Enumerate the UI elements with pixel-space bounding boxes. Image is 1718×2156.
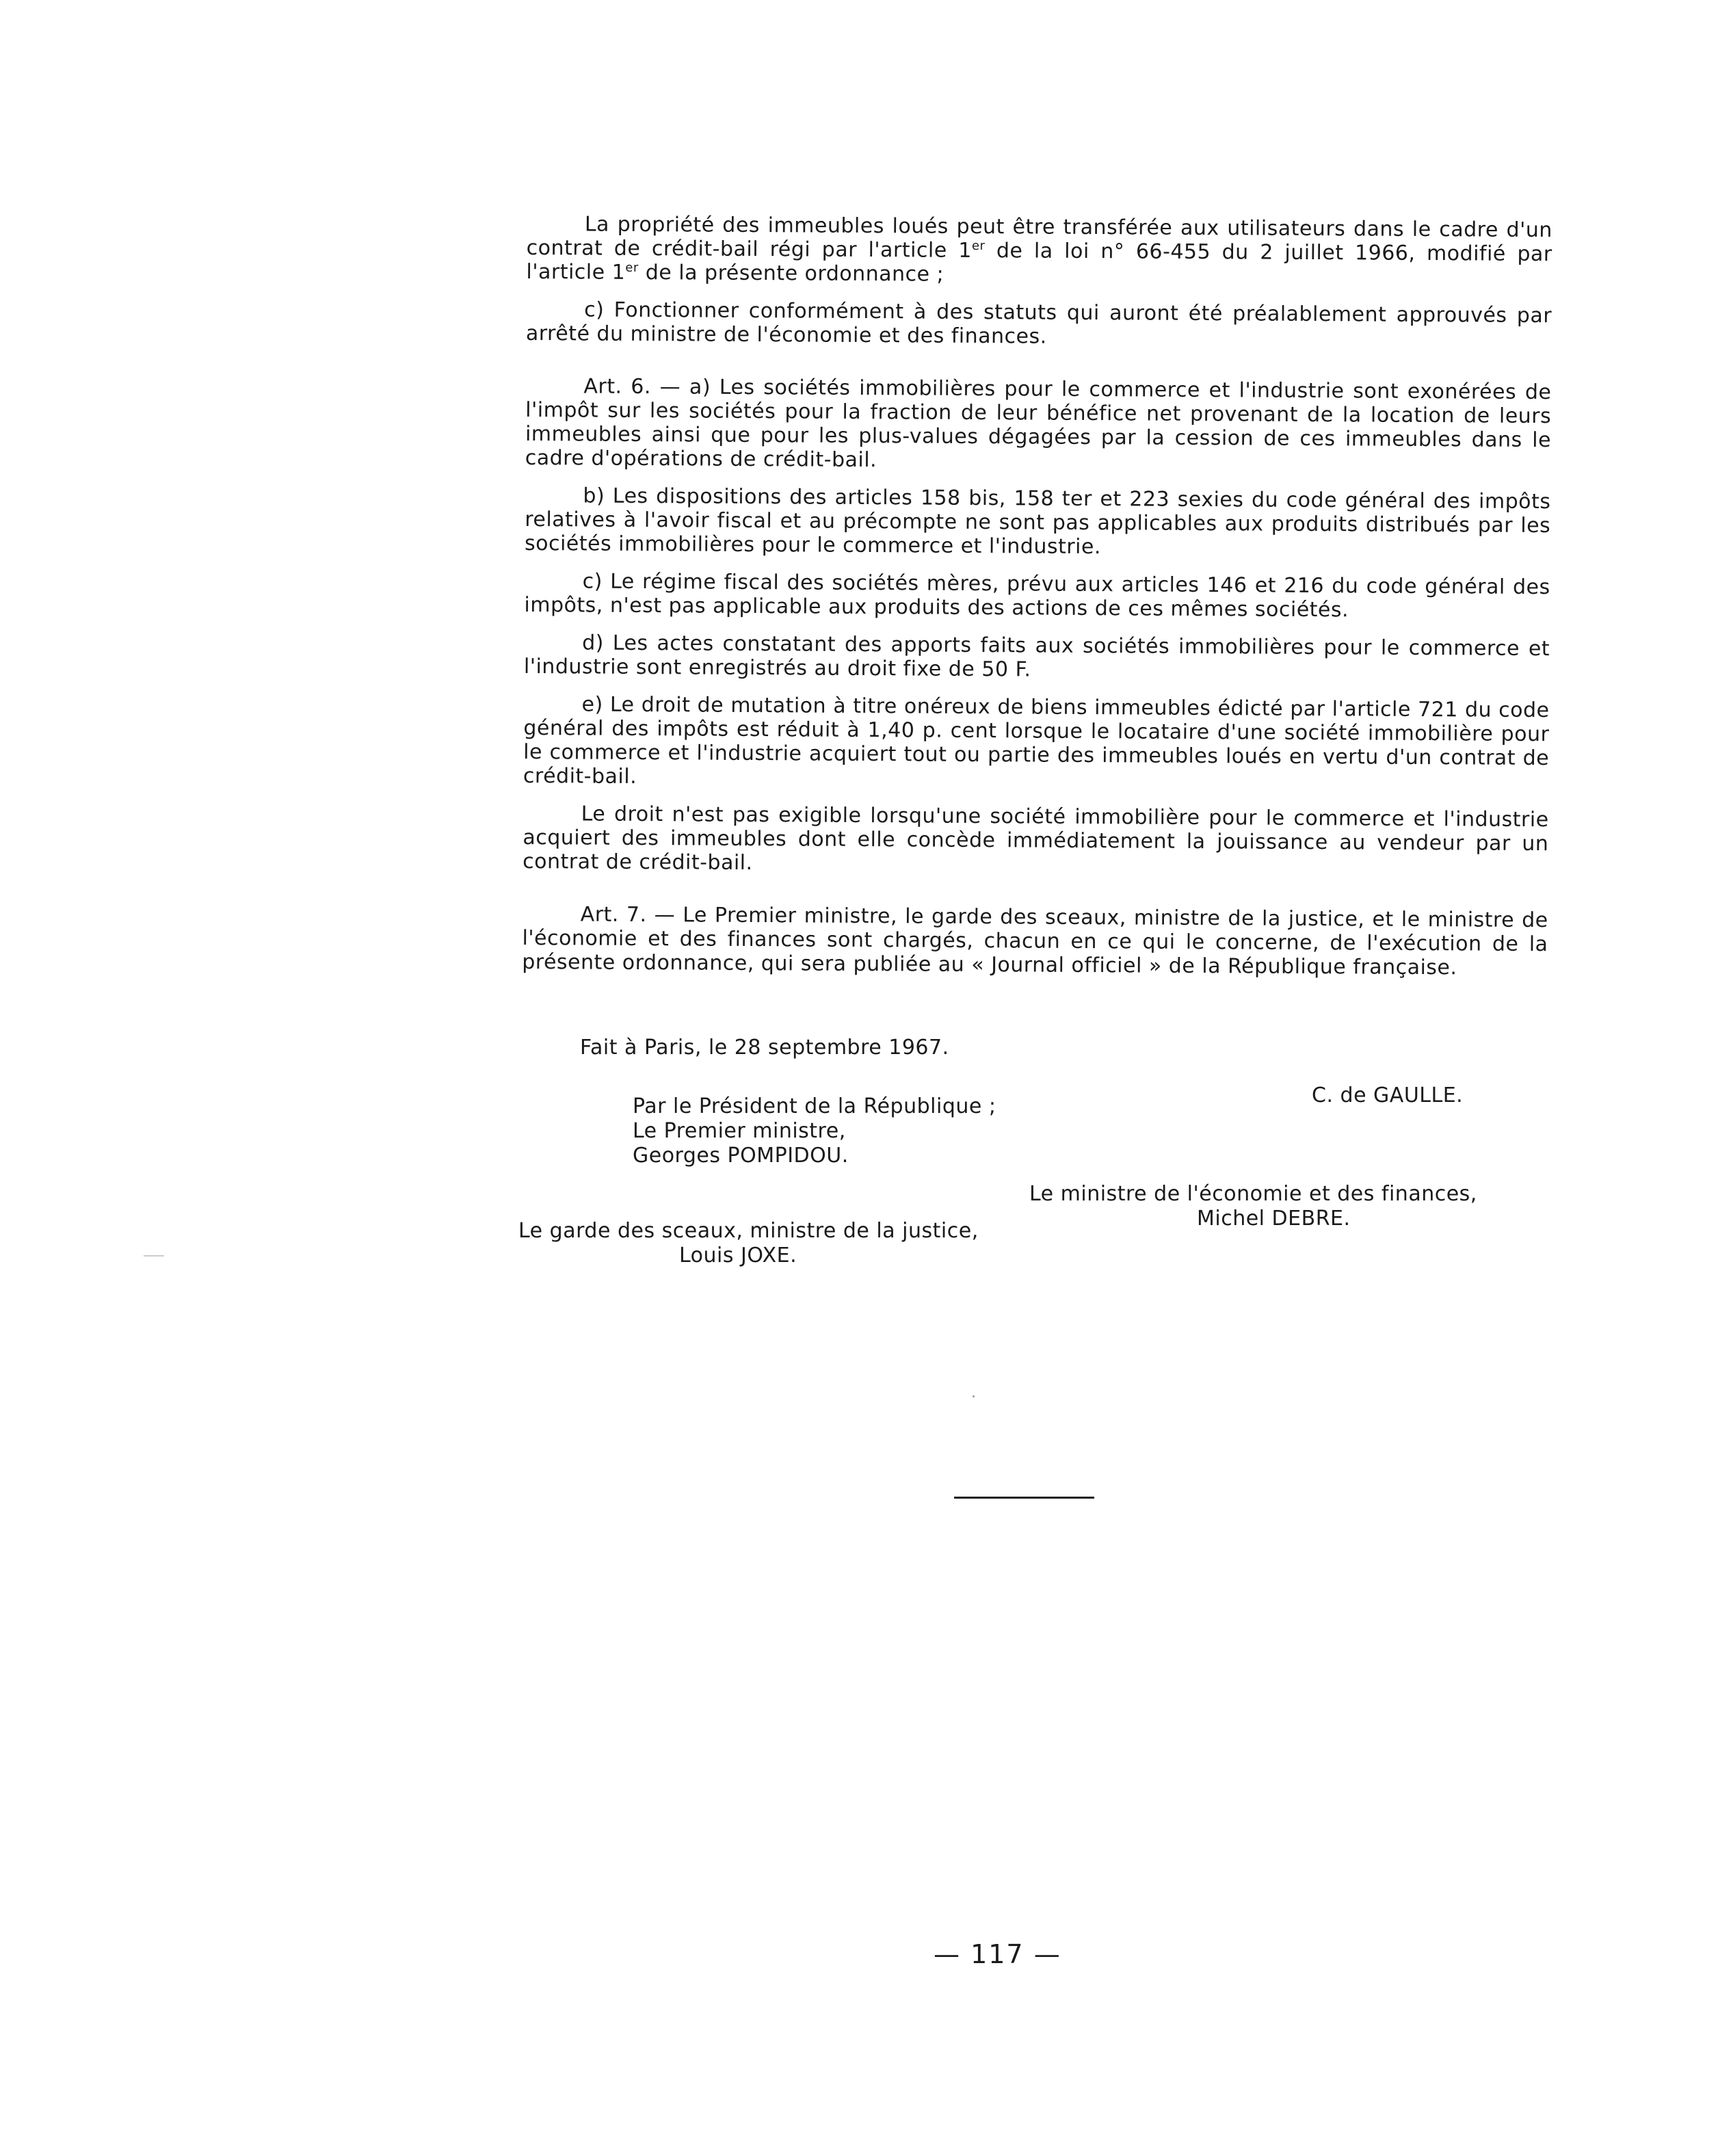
ordinance-body [522,212,1552,994]
scan-speck [973,1395,975,1397]
paragraph-statutes: c) Fonctionner conformément à des statuts qui auront été préalablement approuvés par arrêté du ministre de l'économie et des finances. [525,298,1552,349]
scan-mark [144,1255,164,1257]
paragraph-article-6d: d) Les actes constatant des apports faits aux sociétés immobilières pour le commerce et l'industrie sont enregistrés au droit fixe de 50 F. [523,631,1550,682]
economie-signature [1029,1182,1477,1231]
president-signature: C. de GAULLE. [1312,1083,1464,1107]
paragraph-article-7: Art. 7. — Le Premier ministre, le garde des sceaux, ministre de la justice, et le ministre de l'économie et des finances sont chargés, chacun en ce qui le concerne, de l'exécution de la présente ordonnance, qui sera publiée au « Journal officiel » de la République française. [522,902,1548,980]
justice-signature [518,1219,979,1268]
justice-line-2: Louis JOXE. [679,1244,797,1267]
place-date: Fait à Paris, le 28 septembre 1967. [580,1036,949,1060]
premier-line-1: Par le Président de la République ; [633,1094,996,1118]
paragraph-article-6c: c) Le régime fiscal des sociétés mères, prévu aux articles 146 et 216 du code général des impôts, n'est pas applicable aux produits des actions de ces mêmes sociétés. [524,569,1550,622]
paragraph-exemption: Le droit n'est pas exigible lorsqu'une société immobilière pour le commerce et l'industrie acquiert des immeubles dont elle concède immédiatement la jouissance au vendeur par un contrat de crédit-bail. [523,802,1549,876]
justice-line-1: Le garde des sceaux, ministre de la justice, [518,1219,979,1243]
end-rule [954,1497,1094,1499]
premier-line-2: Le Premier ministre, [633,1119,846,1143]
economie-line-2: Michel DEBRE. [1197,1207,1351,1231]
paragraph-article-6a: Art. 6. — a) Les sociétés immobilières pour le commerce et l'industrie sont exonérées de l'impôt sur les sociétés pour la fraction de leur bénéfice net provenant de la location de leurs immeubles ainsi que pour les plus-values dégagées par la cession de ces immeubles dans le cadre d'opérations de crédit-bail. [525,374,1552,473]
paragraph-article-6b: b) Les dispositions des articles 158 bis, 158 ter et 223 sexies du code général des impôts relatives à l'avoir fiscal et au précompte ne sont pas applicables aux produits distribués par les sociétés immobilières pour le commerce et l'industrie. [524,484,1551,560]
economie-line-1: Le ministre de l'économie et des finances, [1029,1182,1477,1206]
premier-ministre-signature [633,1094,996,1168]
premier-line-3: Georges POMPIDOU. [633,1144,849,1168]
paragraph-property-transfer: La propriété des immeubles loués peut être transférée aux utilisateurs dans le cadre d'un contrat de crédit-bail régi par l'article 1er de la loi n° 66-455 du 2 juillet 1966, modifié par l'article 1er de la présente ordonnance ; [526,212,1552,287]
paragraph-article-6e: e) Le droit de mutation à titre onéreux de biens immeubles édicté par l'article 721 du code général des impôts est réduit à 1,40 p. cent lorsque le locataire d'une société immobilière pour le commerce et l'industrie acquiert tout ou partie des immeubles loués en vertu d'un contrat de crédit-bail. [523,692,1550,789]
page-number: — 117 — [934,1939,1061,1969]
